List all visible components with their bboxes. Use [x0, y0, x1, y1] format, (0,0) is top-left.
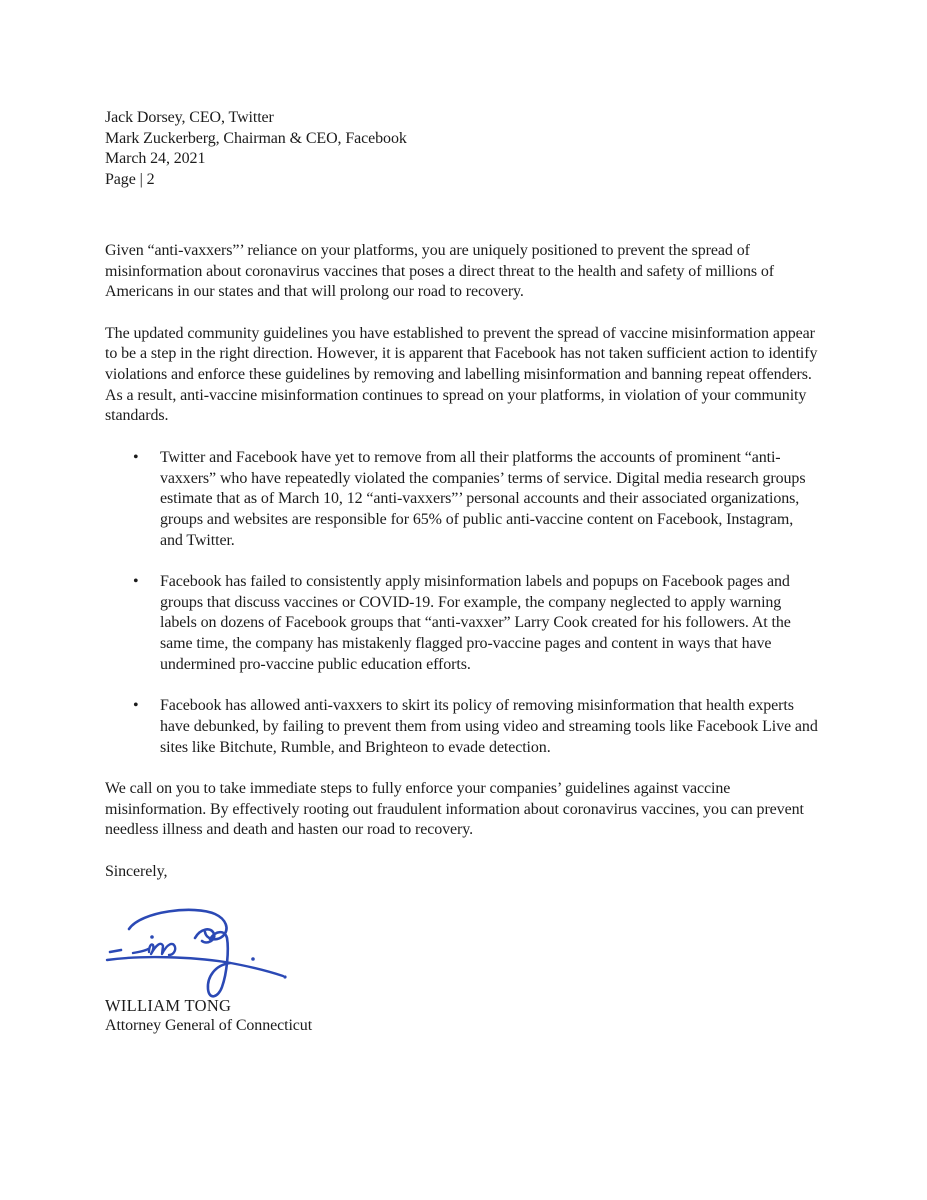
bullet-item: • Facebook has failed to consistently apply misinformation labels and popups on Facebook pages and groups that discuss vaccines or COVID-19. For example, the company neglected to apply warning labels on dozens of Facebook groups that “anti-vaxxer” Larry Cook created for his followers. At the same time, the company has mistakenly flagged pro-vaccine pages and content in ways that have undermined pro-vaccine public education efforts.	[105, 572, 819, 676]
closing-paragraph: We call on you to take immediate steps to fully enforce your companies’ guidelines against vaccine misinformation. By effectively rooting out fraudulent information about coronavirus vaccines, you can prevent needless illness and death and hasten our road to recovery.	[105, 780, 804, 839]
letter-content	[105, 108, 819, 1037]
bullet-list	[105, 448, 819, 759]
paragraph-1: Given “anti-vaxxers”’ reliance on your platforms, you are uniquely positioned to prevent the spread of misinformation about coronavirus vaccines that poses a direct threat to the health and safety of millions of Americans in our states and that will prolong our road to recovery.	[105, 241, 775, 301]
paragraph-2: The updated community guidelines you have established to prevent the spread of vaccine misinformation appear to be a step in the right direction. However, it is apparent that Facebook has not taken sufficient action to identify violations and enforce these guidelines by removing and labelling misinformation and banning repeat offenders. As a result, anti-vaccine misinformation continues to spread on your platforms, in violation of your community standards.	[105, 324, 818, 425]
bullet-item: • Twitter and Facebook have yet to remove from all their platforms the accounts of prominent “anti-vaxxers” who have repeatedly violated the companies’ terms of service. Digital media research groups estimate that as of March 10, 12 “anti-vaxxers”’ personal accounts and their associated organizations, groups and websites are responsible for 65% of public anti-vaccine content on Facebook, Instagram, and Twitter.	[105, 448, 819, 552]
recipient-line-1: Jack Dorsey, CEO, Twitter	[105, 109, 274, 126]
signature-block	[105, 899, 819, 996]
bullet-item: • Facebook has allowed anti-vaxxers to skirt its policy of removing misinformation that health experts have debunked, by failing to prevent them from using video and streaming tools like Facebook Live and sites like Bitchute, Rumble, and Brighteon to evade detection.	[105, 696, 819, 758]
signer-title: Attorney General of Connecticut	[105, 1017, 313, 1035]
letter-header	[105, 108, 819, 191]
page-number: Page | 2	[105, 171, 155, 189]
signer-name: WILLIAM TONG	[105, 995, 232, 1015]
signature-ink	[103, 905, 298, 1017]
valediction: Sincerely,	[105, 862, 168, 880]
letter-date: March 24, 2021	[105, 150, 206, 168]
recipient-line-2: Mark Zuckerberg, Chairman & CEO, Facebook	[105, 129, 407, 147]
